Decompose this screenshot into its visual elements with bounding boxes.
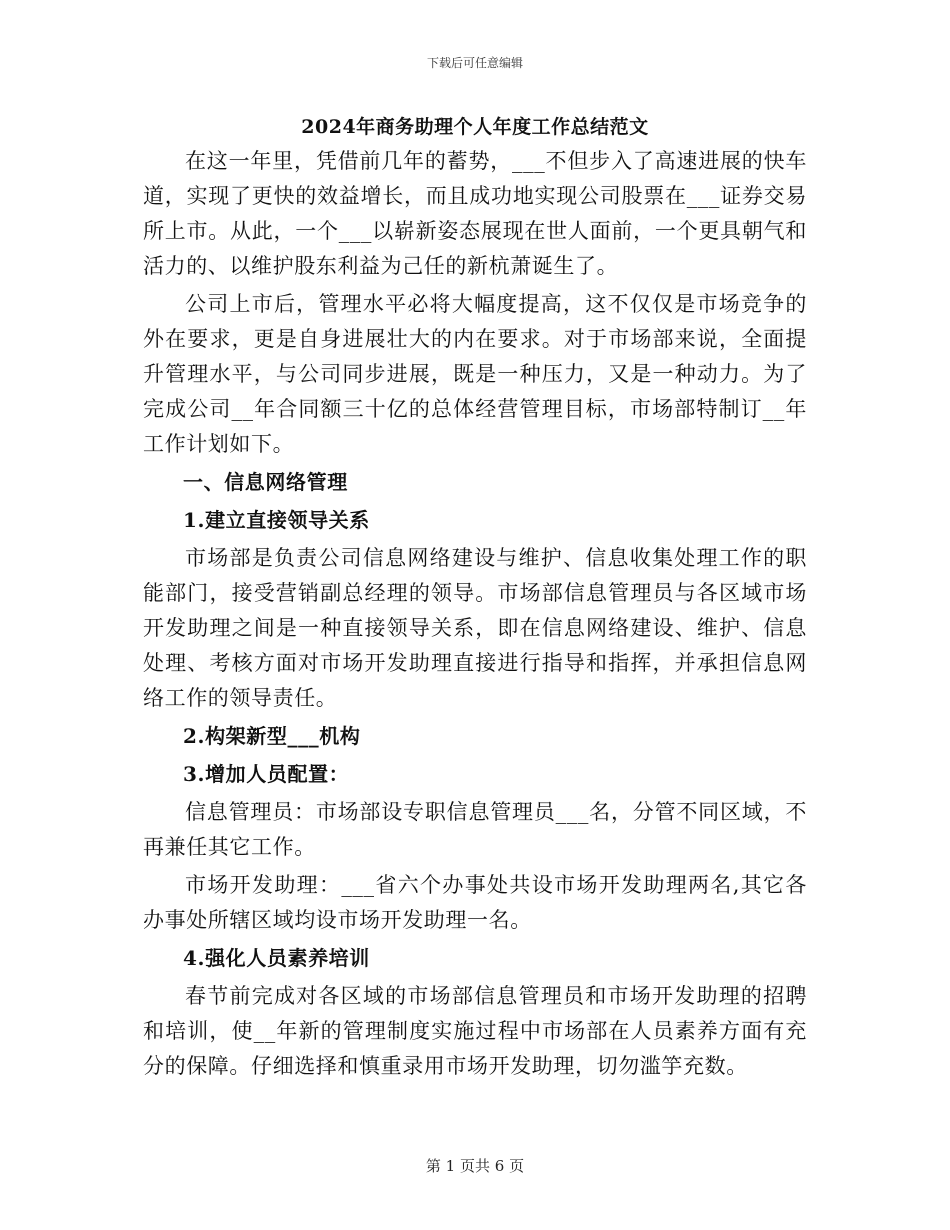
header-note: 下载后可任意编辑 xyxy=(426,56,523,70)
paragraph-market-assistant: 市场开发助理：___省六个办事处共设市场开发助理两名,其它各办事处所辖区域均设市场开发助理一名。 xyxy=(143,873,807,932)
subheading-leadership: 1.建立直接领导关系 xyxy=(183,508,370,532)
paragraph-intro: 在这一年里，凭借前几年的蓄势，___不但步入了高速进展的快车道，实现了更快的效益增长，而且成功地实现公司股票在___证券交易所上市。从此，一个___以崭新姿态展现在世人面前，一个更具朝气和活力的、以维护股东利益为己任的新杭萧诞生了。 xyxy=(143,149,807,278)
paragraph-training: 春节前完成对各区域的市场部信息管理员和市场开发助理的招聘和培训，使__年新的管理制度实施过程中市场部在人员素养方面有充分的保障。仔细选择和慎重录用市场开发助理，切勿滥竽充数。 xyxy=(143,984,807,1078)
document-body xyxy=(143,112,807,1087)
paragraph-listing: 公司上市后，管理水平必将大幅度提高，这不仅仅是市场竞争的外在要求，更是自身进展壮大的内在要求。对于市场部来说，全面提升管理水平，与公司同步进展，既是一种压力，又是一种动力。为了完成公司__年合同额三十亿的总体经营管理目标，市场部特制订__年工作计划如下。 xyxy=(143,292,807,456)
subheading-staffing: 3.增加人员配置： xyxy=(183,762,350,786)
page-number: 第 1 页共 6 页 xyxy=(425,1157,525,1175)
subheading-new-structure: 2.构架新型___机构 xyxy=(183,724,361,748)
document-title: 2024年商务助理个人年度工作总结范文 xyxy=(301,116,649,138)
paragraph-leadership: 市场部是负责公司信息网络建设与维护、信息收集处理工作的职能部门，接受营销副总经理的领导。市场部信息管理员与各区域市场开发助理之间是一种直接领导关系，即在信息网络建设、维护、信息处理、考核方面对市场开发助理直接进行指导和指挥，并承担信息网络工作的领导责任。 xyxy=(143,546,807,710)
subheading-training: 4.强化人员素养培训 xyxy=(183,946,370,970)
paragraph-info-manager: 信息管理员：市场部设专职信息管理员___名，分管不同区域，不再兼任其它工作。 xyxy=(143,800,807,859)
section-heading-info-network: 一、信息网络管理 xyxy=(183,470,348,494)
